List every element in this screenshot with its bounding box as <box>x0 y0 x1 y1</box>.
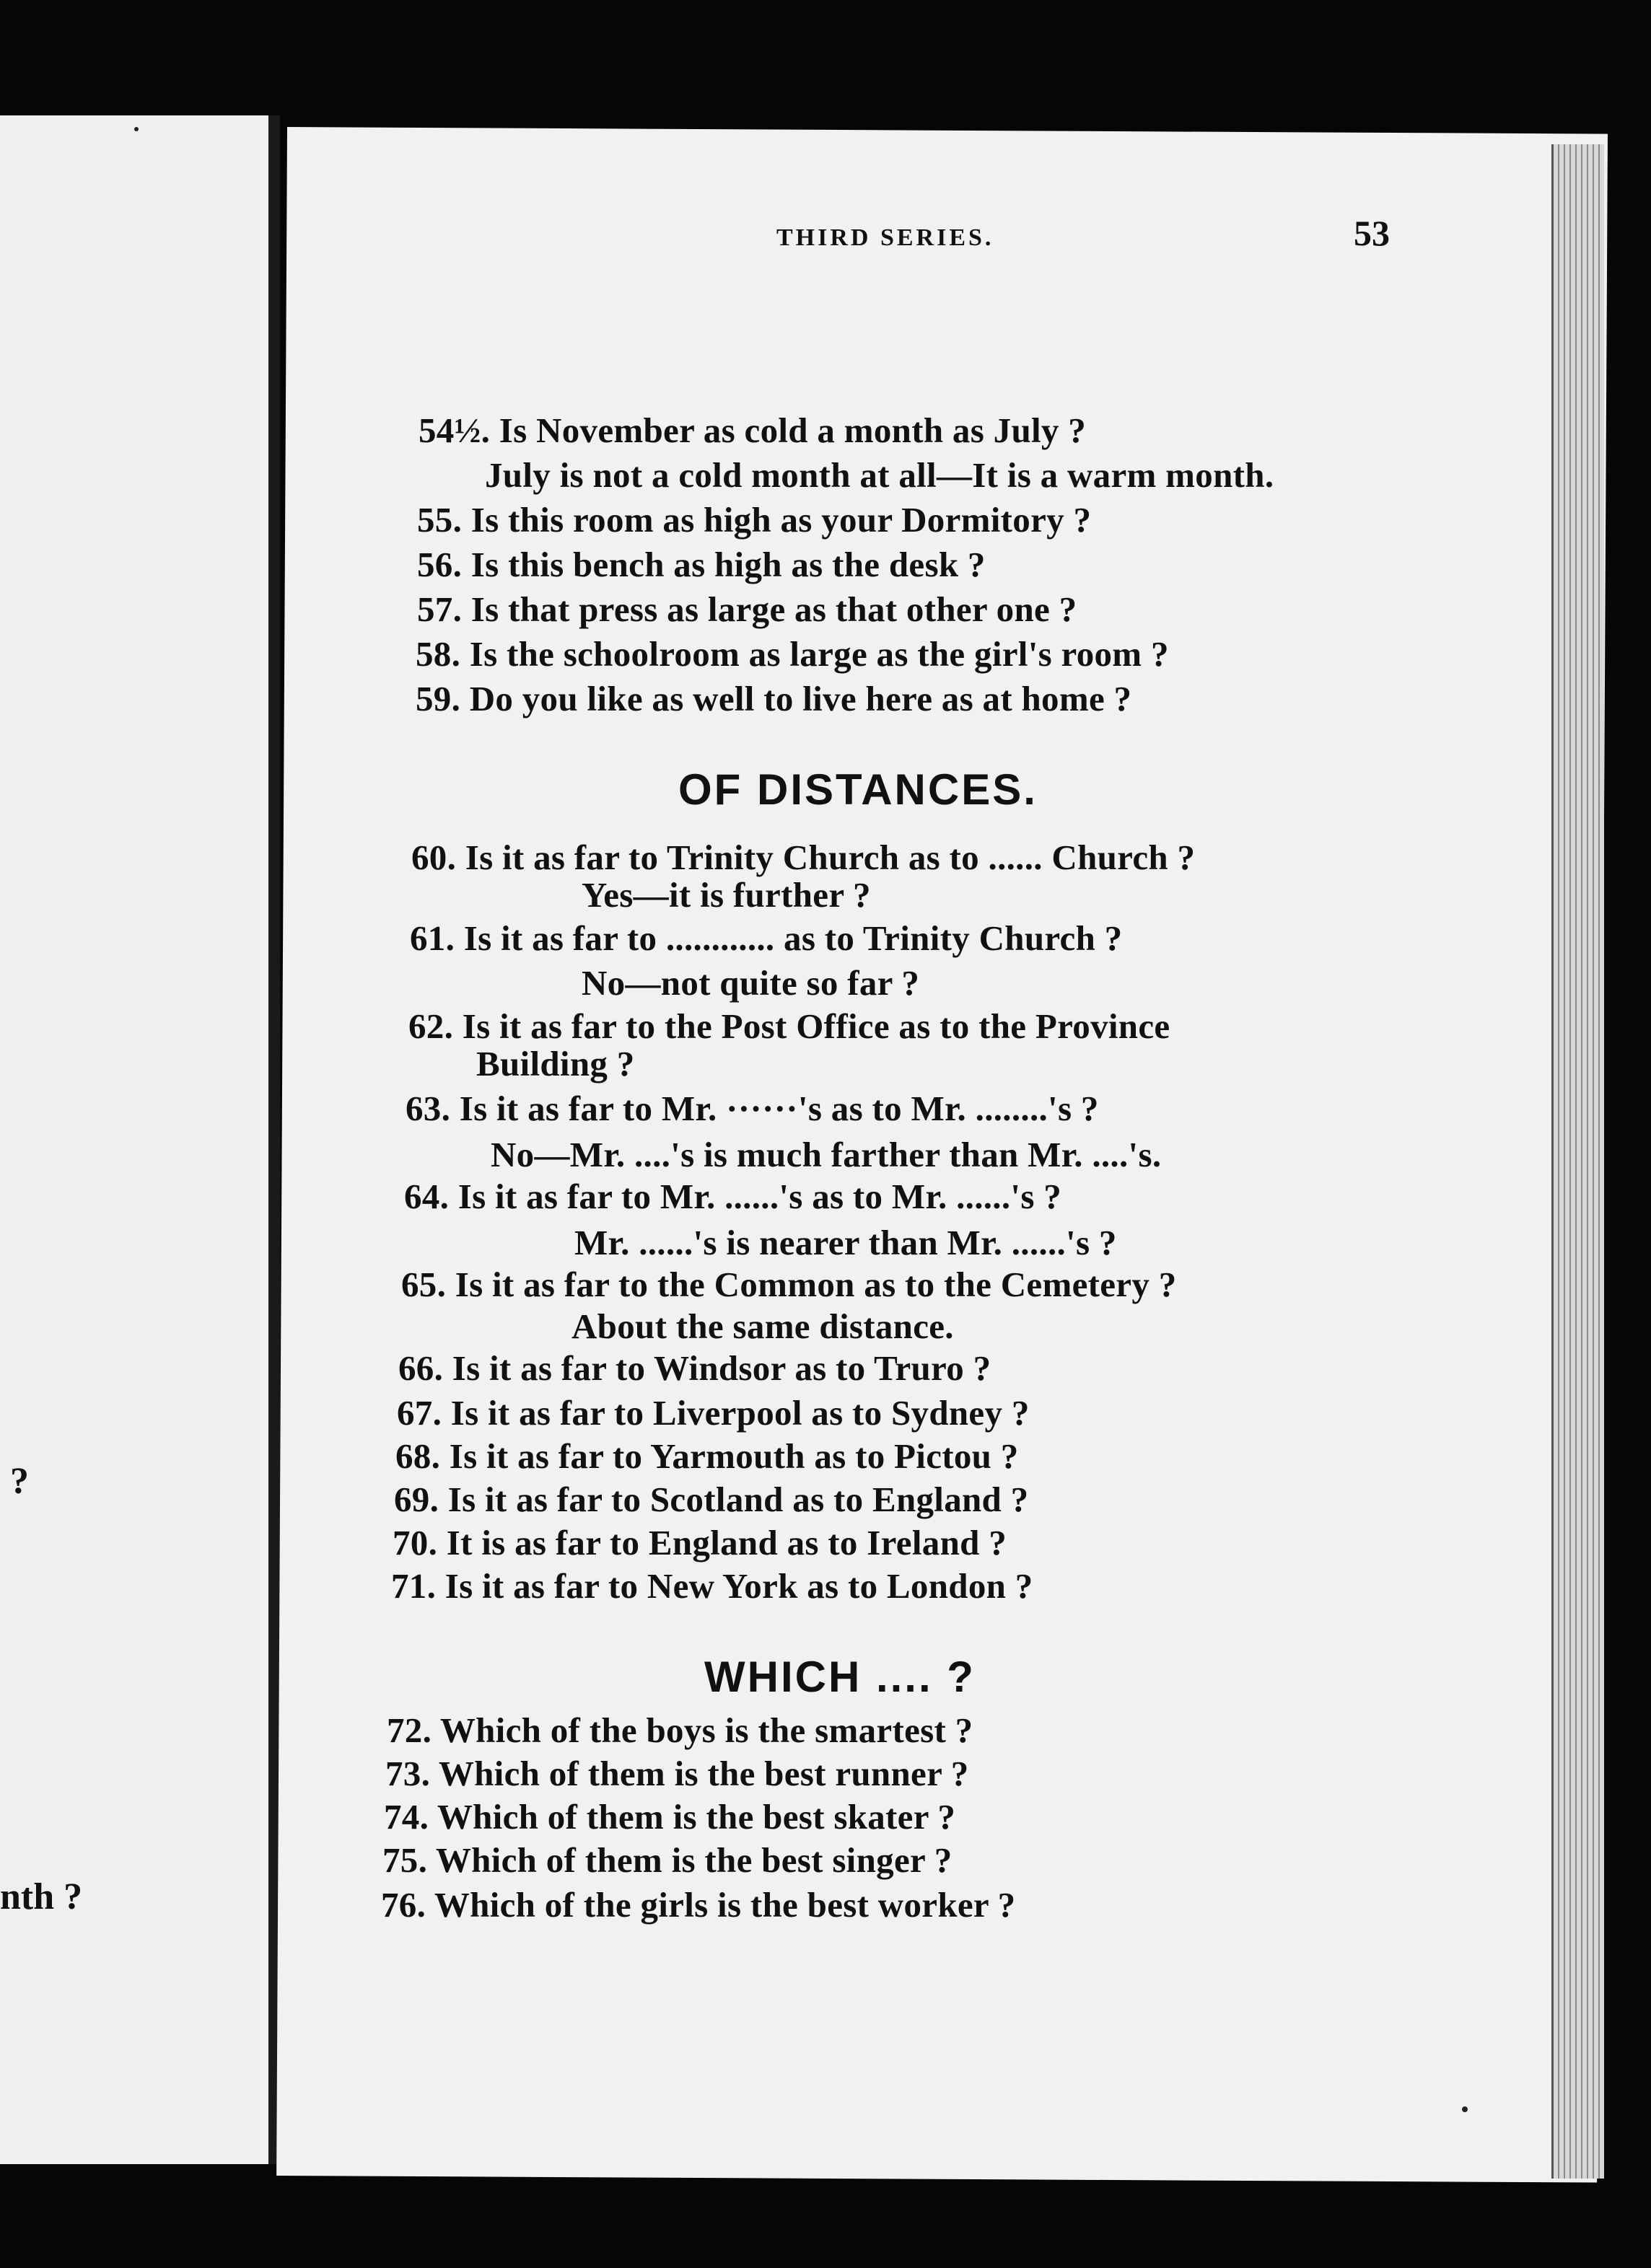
question-line: 71. Is it as far to New York as to London ? <box>391 1566 1033 1606</box>
question-line: 60. Is it as far to Trinity Church as to ...... Church ? <box>411 838 1196 877</box>
answer-line: No—not quite so far ? <box>582 963 920 1003</box>
section-heading: WHICH .... ? <box>704 1653 976 1701</box>
question-line: 54½. Is November as cold a month as July ? <box>419 410 1087 450</box>
question-line: 64. Is it as far to Mr. ......'s as to Mr. ......'s ? <box>404 1177 1062 1216</box>
section-heading: OF DISTANCES. <box>678 765 1038 814</box>
question-line: 66. Is it as far to Windsor as to Truro ? <box>398 1348 991 1388</box>
question-line: 57. Is that press as large as that other one ? <box>417 589 1077 629</box>
page-header <box>488 212 1390 254</box>
answer-line: July is not a cold month at all—It is a warm month. <box>485 455 1274 495</box>
page-edges <box>1551 144 1604 2179</box>
left-page <box>0 115 280 2164</box>
answer-line: Mr. ......'s is nearer than Mr. ......'s ? <box>574 1223 1117 1262</box>
question-line: 75. Which of them is the best singer ? <box>382 1840 952 1880</box>
answer-line: About the same distance. <box>572 1306 954 1346</box>
speck <box>134 127 139 131</box>
question-line: 73. Which of them is the best runner ? <box>385 1754 969 1793</box>
question-line: 62. Is it as far to the Post Office as to the Province <box>408 1006 1170 1046</box>
left-page-fragment: ? <box>10 1461 29 1502</box>
answer-line: No—Mr. ....'s is much farther than Mr. ....'s. <box>491 1135 1162 1174</box>
answer-line: Building ? <box>476 1044 635 1084</box>
answer-line: Yes—it is further ? <box>582 875 871 915</box>
question-line: 74. Which of them is the best skater ? <box>384 1797 956 1837</box>
question-line: 56. Is this bench as high as the desk ? <box>417 545 986 584</box>
question-line: 72. Which of the boys is the smartest ? <box>387 1710 973 1750</box>
left-page-fragment: nth ? <box>0 1876 83 1917</box>
question-line: 63. Is it as far to Mr. ······'s as to Mr. ........'s ? <box>406 1089 1099 1128</box>
page-number: 53 <box>1354 213 1390 253</box>
running-title: THIRD SERIES. <box>776 224 994 251</box>
question-line: 69. Is it as far to Scotland as to England ? <box>394 1480 1029 1519</box>
question-line: 67. Is it as far to Liverpool as to Sydney ? <box>397 1393 1030 1433</box>
question-line: 59. Do you like as well to live here as at home ? <box>416 679 1132 718</box>
question-line: 76. Which of the girls is the best worker ? <box>381 1885 1016 1925</box>
question-line: 61. Is it as far to ............ as to Trinity Church ? <box>410 918 1123 958</box>
question-line: 70. It is as far to England as to Ireland ? <box>393 1523 1007 1562</box>
question-line: 58. Is the schoolroom as large as the girl's room ? <box>416 634 1169 674</box>
speck <box>1462 2106 1468 2112</box>
question-line: 55. Is this room as high as your Dormitory ? <box>417 500 1092 540</box>
question-line: 68. Is it as far to Yarmouth as to Pictou ? <box>395 1436 1019 1476</box>
question-line: 65. Is it as far to the Common as to the Cemetery ? <box>401 1265 1177 1304</box>
